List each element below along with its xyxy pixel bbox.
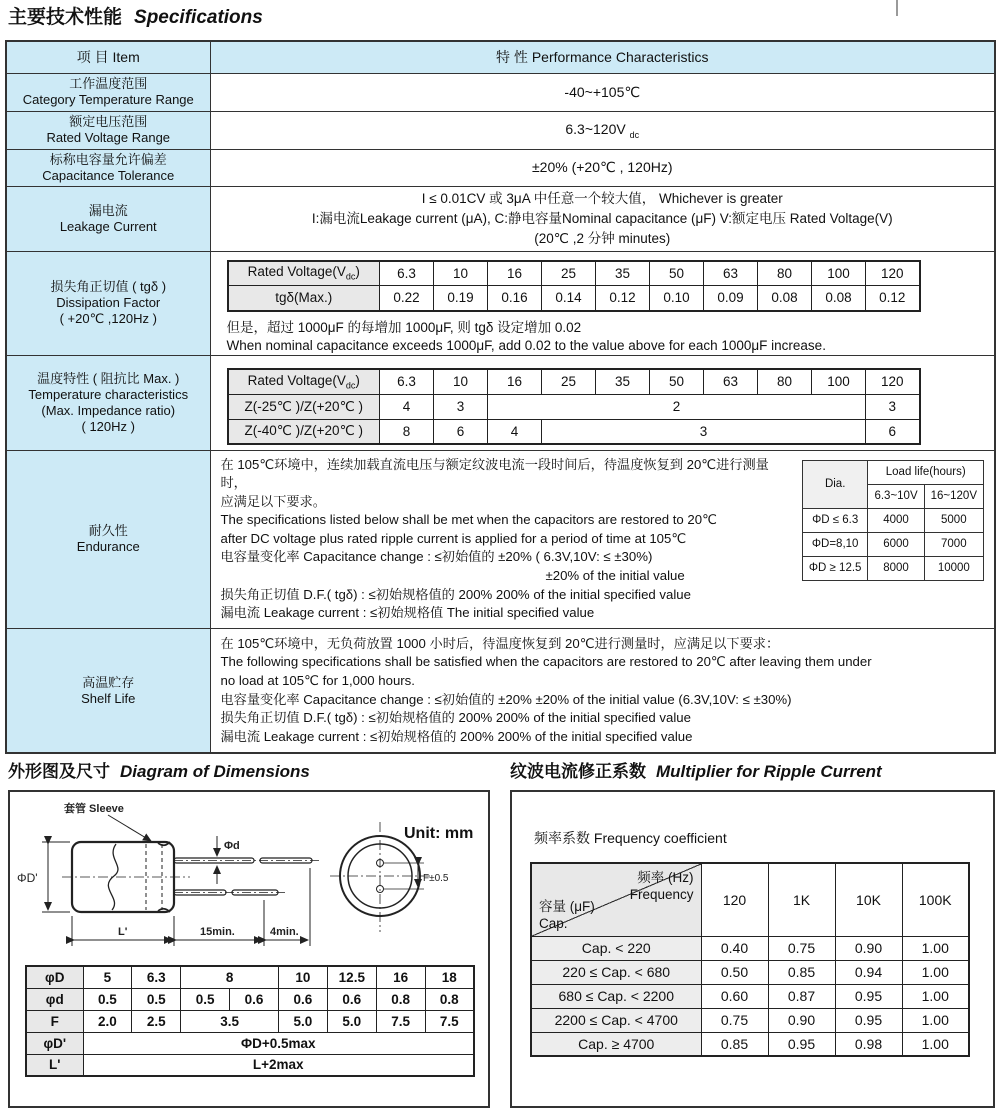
label-shelf-life: 高温贮存 Shelf Life [6, 628, 210, 753]
row-temperature-characteristics [6, 355, 995, 450]
capacitor-leads [174, 858, 320, 895]
value-capacitance-tolerance: ±20% (+20℃ , 120Hz) [210, 149, 995, 186]
tg-cell: 0.19 [434, 286, 488, 311]
frequency-coefficient-table [530, 862, 970, 1057]
voltage-cell: 6.3 [380, 261, 434, 286]
voltage-cell: 35 [596, 261, 650, 286]
label-leakage-current: 漏电流 Leakage Current [6, 186, 210, 251]
unit-label: Unit: mm [404, 825, 474, 842]
shelf-line: 漏电流 Leakage current : ≤初始规格值的 200% 200% of the initial specified value [220, 728, 693, 744]
ratio-cell-merged: 2 [488, 394, 866, 419]
tg-cell: 0.16 [488, 286, 542, 311]
page-title [8, 2, 263, 29]
value-endurance [210, 450, 995, 628]
load-life-col2: 16~120V [924, 484, 983, 508]
ratio-cell: 8 [380, 419, 434, 444]
capacitor-side-view [62, 801, 320, 912]
freq-col-header: 10K [835, 863, 902, 936]
voltage-cell: 63 [704, 261, 758, 286]
value-temperature-range: -40~+105℃ [210, 73, 995, 111]
z-minus40-header: Z(-40℃ )/Z(+20℃ ) [228, 419, 380, 444]
min4-label: 4min. [270, 926, 299, 938]
endurance-line: The specifications listed below shall be met when the capacitors are restored to 20℃ [220, 512, 717, 528]
label-endurance: 耐久性 Endurance [6, 450, 210, 628]
impedance-ratio-table [227, 368, 921, 445]
phi-d-prime-label: ΦD' [17, 871, 38, 885]
z-minus25-header: Z(-25℃ )/Z(+20℃ ) [228, 394, 380, 419]
page-edge-artifact [896, 0, 898, 16]
voltage-cell: 80 [758, 261, 812, 286]
coefficient-row: Cap. ≥ 4700 0.85 0.95 0.98 1.00 [531, 1032, 969, 1056]
freq-col-header: 120 [701, 863, 768, 936]
specifications-table [5, 40, 996, 754]
dissipation-note-en: When nominal capacitance exceeds 1000μF, add 0.02 to the value above for each 1000μF increase. [226, 337, 826, 353]
impedance-voltage-header: Rated $Voltage(V_{dc})$ [228, 369, 380, 394]
coefficient-row: Cap. < 220 0.40 0.75 0.90 1.00 [531, 936, 969, 960]
voltage-cell: 50 [650, 261, 704, 286]
value-rated-voltage-range: 6.3~120V $_{dc}$ [210, 111, 995, 149]
voltage-cell: 10 [434, 261, 488, 286]
shelf-line: 在 105℃环境中，无负荷放置 1000 小时后，待温度恢复到 20℃进行测量时，应满足以下要求： [220, 635, 780, 651]
voltage-cell: 10 [434, 369, 488, 394]
sleeve-label: 套管 Sleeve [64, 803, 124, 815]
col-header-performance: 特 性 Performance Characteristics [210, 41, 995, 73]
dim-row-phiD: φD 5 6.3 8 10 12.5 16 18 [26, 966, 474, 988]
tg-cell: 0.22 [380, 286, 434, 311]
voltage-cell: 16 [488, 261, 542, 286]
dissipation-table [227, 260, 921, 312]
ratio-cell: 4 [488, 419, 542, 444]
voltage-cell: 25 [542, 369, 596, 394]
dimension-annotations [17, 836, 310, 946]
endurance-line: ±20% of the initial value [545, 568, 685, 584]
shelf-line: 损失角正切值 D.F.( tgδ) : ≤初始规格值的 200% 200% of the initial specified value [220, 710, 691, 726]
row-rated-voltage-range [6, 111, 995, 149]
value-temperature-characteristics [210, 355, 995, 450]
dimensions-diagram-box [8, 790, 490, 1108]
page-title-cn: 主要技术性能 [8, 7, 123, 28]
shelf-line: The following specifications shall be satisfied when the capacitors are restored to 20℃ after leaving them under [220, 654, 872, 670]
tg-cell: 0.10 [650, 286, 704, 311]
endurance-line: 损失角正切值 D.F.( tgδ) : ≤初始规格值的 200% 200% of the initial specified value [220, 586, 691, 602]
value-shelf-life [210, 628, 995, 753]
coefficient-row: 680 ≤ Cap. < 2200 0.60 0.87 0.95 1.00 [531, 984, 969, 1008]
phi-d-label: Φd [224, 840, 240, 852]
value-leakage-current: I ≤ 0.01CV 或 3μA 中任意一个较大值， Whichever is greater I:漏电流Leakage current (μA), C:静电容量Nominal capacitance (μF) V:额定电压 Rated Voltage(V) (20℃ ,2 分钟 minutes) [210, 186, 995, 251]
ratio-cell-merged: 3 [542, 419, 866, 444]
load-life-row: ΦD ≥ 12.5 8000 10000 [802, 556, 983, 580]
load-life-table [802, 460, 984, 581]
label-dissipation-factor: 损失角正切值 ( tgδ ) Dissipation Factor ( +20℃ ,120Hz ) [6, 251, 210, 355]
voltage-cell: 120 [866, 369, 920, 394]
spec-header-row [6, 41, 995, 73]
load-life-dia-header: Dia. [802, 460, 868, 508]
voltage-cell: 16 [488, 369, 542, 394]
endurance-line: 在 105℃环境中，连续加载直流电压与额定纹波电流一段时间后，待温度恢复到 20℃进行测量时， [220, 456, 769, 491]
tg-cell: 0.12 [866, 286, 920, 311]
load-life-col1: 6.3~10V [868, 484, 924, 508]
row-temperature-range [6, 73, 995, 111]
voltage-cell: 120 [866, 261, 920, 286]
row-dissipation-factor [6, 251, 995, 355]
capacitor-dimension-diagram [12, 796, 486, 964]
f-tolerance-label: F±0.5 [423, 873, 449, 884]
ratio-cell: 3 [866, 394, 920, 419]
dim-row-F: F 2.0 2.5 3.5 5.0 5.0 7.5 7.5 [26, 1010, 474, 1032]
freq-col-header: 1K [768, 863, 835, 936]
endurance-line: 漏电流 Leakage current : ≤初始规格值 The initial specified value [220, 605, 595, 621]
voltage-cell: 6.3 [380, 369, 434, 394]
page-title-en: Specifications [134, 7, 263, 28]
dissipation-tg-header: tgδ(Max.) [228, 286, 380, 311]
shelf-line: 电容量变化率 Capacitance change : ≤初始值的 ±20% ±20% of the initial value (6.3V,10V: ≤ ±30%) [220, 691, 792, 707]
ratio-cell: 6 [434, 419, 488, 444]
endurance-line: after DC voltage plus rated ripple current is applied for a period of time at 105℃ [220, 530, 687, 546]
ratio-cell: 4 [380, 394, 434, 419]
voltage-cell: 63 [704, 369, 758, 394]
endurance-line: 电容量变化率 Capacitance change : ≤初始值的 ±20% ( 6.3V,10V: ≤ ±30%) [220, 549, 653, 565]
endurance-line: 应满足以下要求。 [220, 493, 326, 509]
row-capacitance-tolerance [6, 149, 995, 186]
tg-cell: 0.08 [812, 286, 866, 311]
voltage-cell: 50 [650, 369, 704, 394]
dimension-table [25, 965, 475, 1077]
shelf-line: no load at 105℃ for 1,000 hours. [220, 673, 415, 688]
frequency-header: 频率 (Hz) Frequency [629, 870, 694, 902]
row-leakage-current [6, 186, 995, 251]
min15-label: 15min. [200, 926, 235, 938]
dissipation-note-cn: 但是，超过 1000μF 的每增加 1000μF, 则 tgδ 设定增加 0.02 [226, 319, 582, 335]
ratio-cell: 6 [866, 419, 920, 444]
capacitance-header: 容量 (μF) Cap. [539, 898, 595, 931]
ratio-cell: 3 [434, 394, 488, 419]
load-life-row: ΦD ≤ 6.3 4000 5000 [802, 508, 983, 532]
tg-cell: 0.08 [758, 286, 812, 311]
ripple-multiplier-box [510, 790, 995, 1108]
voltage-cell: 35 [596, 369, 650, 394]
dimensions-section-title: 外形图及尺寸 Diagram of Dimensions [8, 762, 310, 781]
col-header-item: 项 目 Item [6, 41, 210, 73]
freq-col-header: 100K [902, 863, 969, 936]
dissipation-voltage-header: Rated $Voltage(V_{dc})$ [228, 261, 380, 286]
row-shelf-life [6, 628, 995, 753]
tg-cell: 0.12 [596, 286, 650, 311]
l-prime-label: L' [118, 926, 128, 938]
diagonal-header-cell [531, 863, 701, 936]
voltage-cell: 100 [812, 369, 866, 394]
dim-row-phiDprime: φD' ΦD+0.5max [26, 1032, 474, 1054]
coefficient-row: 2200 ≤ Cap. < 4700 0.75 0.90 0.95 1.00 [531, 1008, 969, 1032]
row-endurance [6, 450, 995, 628]
label-temperature-characteristics: 温度特性 ( 阻抗比 Max. ) Temperature characteristics (Max. Impedance ratio) ( 120Hz ) [6, 355, 210, 450]
load-life-row: ΦD=8,10 6000 7000 [802, 532, 983, 556]
ripple-section-title: 纹波电流修正系数 Multiplier for Ripple Current [510, 762, 882, 781]
capacitor-top-view [330, 822, 473, 932]
label-temperature-range: 工作温度范围 Category Temperature Range [6, 73, 210, 111]
frequency-coefficient-subtitle: 频率系数 Frequency coefficient [534, 830, 727, 846]
voltage-cell: 100 [812, 261, 866, 286]
coefficient-row: 220 ≤ Cap. < 680 0.50 0.85 0.94 1.00 [531, 960, 969, 984]
dim-row-phid: φd 0.5 0.5 0.5 0.6 0.6 0.6 0.8 0.8 [26, 988, 474, 1010]
dim-row-Lprime: L' L+2max [26, 1054, 474, 1076]
voltage-cell: 80 [758, 369, 812, 394]
tg-cell: 0.14 [542, 286, 596, 311]
label-rated-voltage-range: 额定电压范围 Rated Voltage Range [6, 111, 210, 149]
label-capacitance-tolerance: 标称电容量允许偏差 Capacitance Tolerance [6, 149, 210, 186]
load-life-header: Load life(hours) [868, 460, 984, 484]
tg-cell: 0.09 [704, 286, 758, 311]
voltage-cell: 25 [542, 261, 596, 286]
value-dissipation-factor [210, 251, 995, 355]
